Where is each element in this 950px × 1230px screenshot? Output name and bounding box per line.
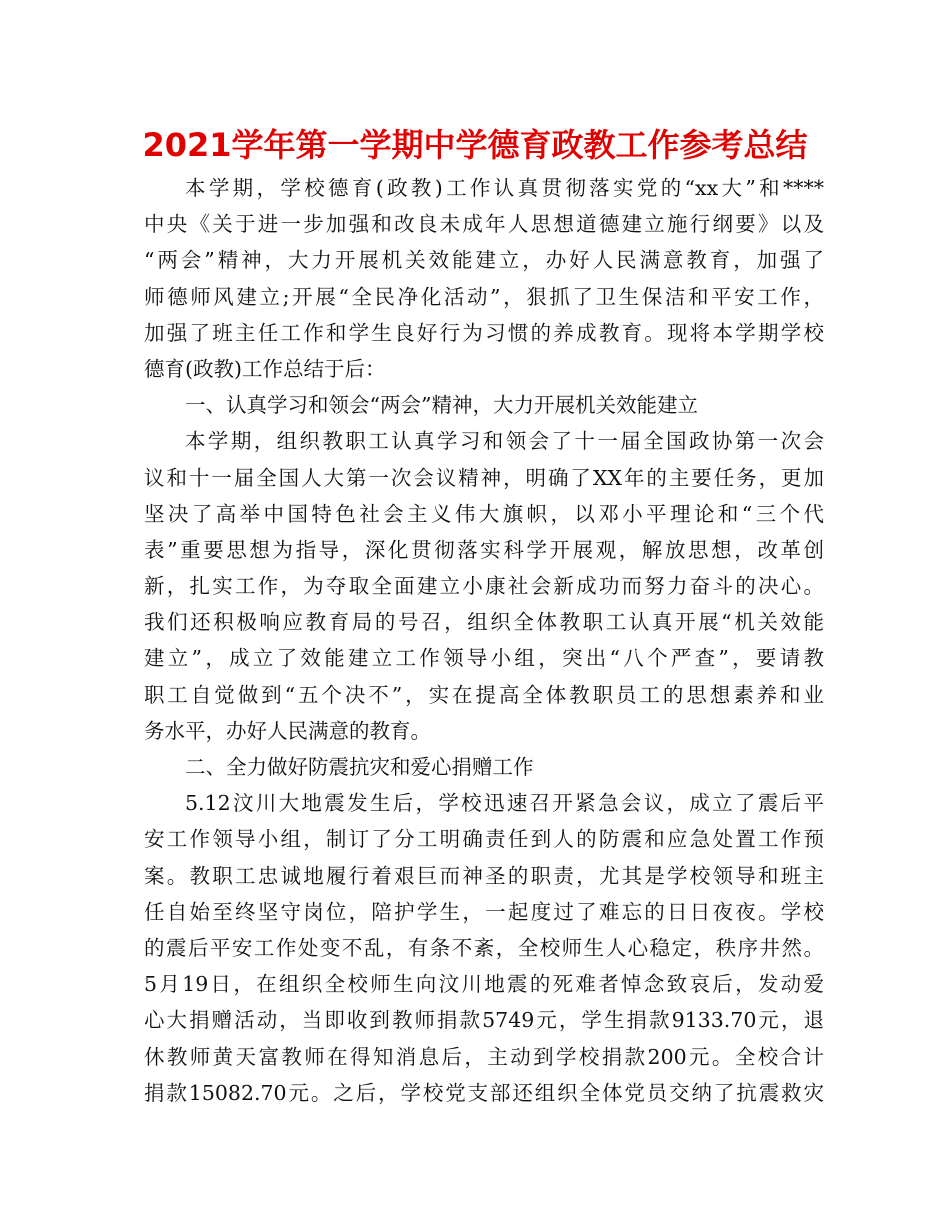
- paragraph-2-line-7: 建立”，成立了效能建立工作领导小组，突出“八个严查”，要请教: [144, 646, 824, 671]
- paragraph-3-line-5: 的震后平安工作处变不乱，有条不紊，全校师生人心稳定，秩序井然。: [144, 935, 824, 960]
- paragraph-3-line-9: 捐款15082.70元。之后，学校党支部还组织全体党员交纳了抗震救灾: [144, 1080, 824, 1105]
- paragraph-3-line-4: 任自始至终坚守岗位，陪护学生，一起度过了难忘的日日夜夜。学校: [144, 899, 824, 924]
- paragraph-2-line-3: 坚决了高举中国特色社会主义伟大旗帜，以邓小平理论和“三个代: [144, 501, 824, 526]
- paragraph-1-line-6: 德育(政教)工作总结于后：: [144, 356, 386, 381]
- paragraph-3-line-8: 休教师黄天富教师在得知消息后，主动到学校捐款200元。全校合计: [144, 1044, 824, 1069]
- paragraph-1-line-2: 中央《关于进一步加强和改良未成年人思想道德建立施行纲要》以及: [144, 212, 824, 237]
- paragraph-3-line-6: 5月19日，在组织全校师生向汶川地震的死难者悼念致哀后，发动爱: [144, 972, 824, 997]
- paragraph-2-line-9: 务水平，办好人民满意的教育。: [144, 718, 431, 743]
- paragraph-2-line-1: 本学期，组织教职工认真学习和领会了十一届全国政协第一次会: [185, 429, 824, 454]
- section-heading-2: 二、全力做好防震抗灾和爱心捐赠工作: [185, 755, 534, 779]
- paragraph-2-line-2: 议和十一届全国人大第一次会议精神，明确了XX年的主要任务，更加: [144, 465, 824, 490]
- paragraph-1-line-5: 加强了班主任工作和学生良好行为习惯的养成教育。现将本学期学校: [144, 320, 824, 345]
- paragraph-1-line-3: “两会”精神，大力开展机关效能建立，办好人民满意教育，加强了: [144, 248, 824, 273]
- paragraph-2-line-5: 新，扎实工作，为夺取全面建立小康社会新成功而努力奋斗的决心。: [144, 574, 824, 599]
- paragraph-3-line-7: 心大捐赠活动，当即收到教师捐款5749元，学生捐款9133.70元，退: [144, 1008, 824, 1033]
- paragraph-3-line-1: 5.12汶川大地震发生后，学校迅速召开紧急会议，成立了震后平: [185, 791, 824, 816]
- paragraph-3-line-2: 安工作领导小组，制订了分工明确责任到人的防震和应急处置工作预: [144, 827, 824, 852]
- paragraph-2-line-4: 表”重要思想为指导，深化贯彻落实科学开展观，解放思想，改革创: [144, 537, 824, 562]
- paragraph-1-line-4: 师德师风建立;开展“全民净化活动”，狠抓了卫生保洁和平安工作，: [144, 284, 824, 309]
- document-body: [144, 170, 824, 1111]
- paragraph-2-line-6: 我们还积极响应教育局的号召，组织全体教职工认真开展“机关效能: [144, 610, 824, 635]
- paragraph-2-line-8: 职工自觉做到“五个决不”，实在提高全体教职员工的思想素养和业: [144, 682, 824, 707]
- document-title: 2021学年第一学期中学德育政教工作参考总结: [142, 126, 808, 164]
- paragraph-3-line-3: 案。教职工忠诚地履行着艰巨而神圣的职责，尤其是学校领导和班主: [144, 863, 824, 888]
- section-heading-1: 一、认真学习和领会“两会”精神，大力开展机关效能建立: [185, 393, 698, 418]
- paragraph-1-line-1: 本学期，学校德育(政教)工作认真贯彻落实党的“xx大”和****: [185, 176, 824, 200]
